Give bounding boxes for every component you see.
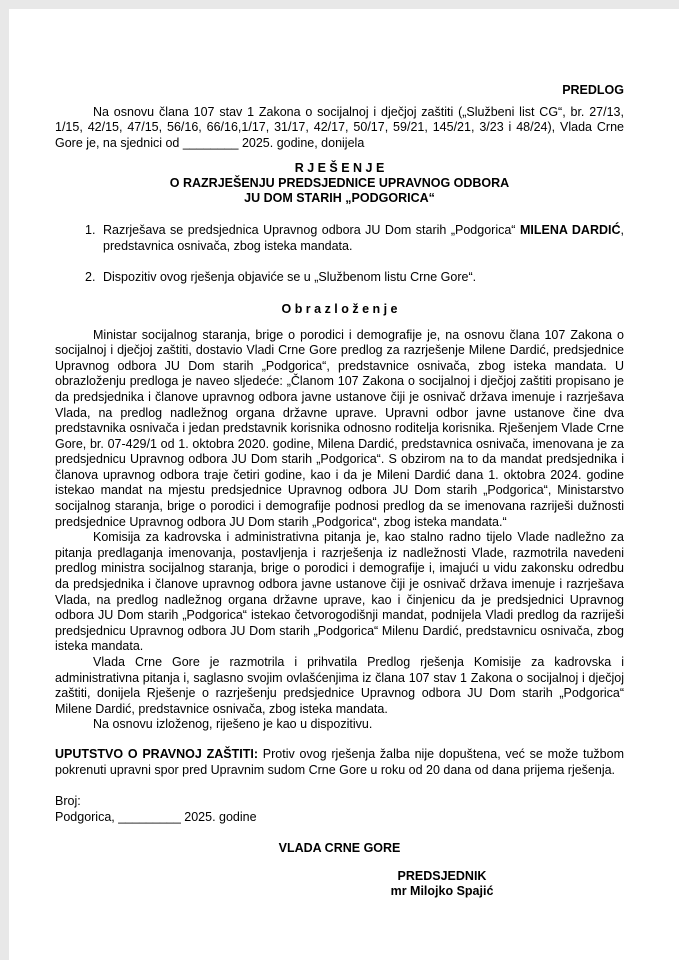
title-line-1: R J E Š E N J E [294,161,385,176]
explanation-paragraph-1: Ministar socijalnog staranja, brige o porodici i demografije je, na osnovu člana 107 Zakona o socijalnoj i dječjoj zaštiti, dostavio Vladi Crne Gore predlog za razrješenje Milene Dardić, predsjednice Upravnog odbora JU Dom starih „Podgorica“, predstavnice osnivača, zbog isteka mandata. U obrazloženju predloga je naveo sljedeće: „Članom 107 Zakona o socijalnoj i dječjoj zaštiti propisano je da predsjednika i članove upravnog odbora javne ustanove čiji je osnivač država imenuje i razrješava Vlada, na predlog nadležnog organa državne uprave. Upravni odbor javne ustanove čine dva predstavnika osnivača i jedan predstavnik korisnika odnosno roditelja korisnika. Rješenjem Vlade Crne Gore, br. 07-429/1 od 1. oktobra 2020. godine, Milena Dardić, predstavnica osnivača, imenovana je za predsjednicu Upravnog odbora JU Dom starih „Podgorica“. S obzirom na to da mandat predsjednika i članova upravnog odbora traje četiri godine, kao i da je Mileni Dardić dana 1. oktobra 2024. godine istekao mandat na mjestu predsjednice Upravnog odbora JU Dom starih „Podgorica“, Ministarstvo socijalnog staranja, brige o porodici i demografije podnosi predlog da se imenovana razriješi dužnosti predsjednice Upravnog odbora JU Dom starih „Podgorica“, zbog isteka mandata.“ [55,327,624,529]
explanation-paragraph-3: Vlada Crne Gore je razmotrila i prihvatila Predlog rješenja Komisije za kadrovska i administrativna pitanja i, saglasno svojim ovlašćenjima iz člana 107 stav 1 Zakona o socijalnoj i dječjoj zaštiti, donijela Rješenje o razrješenju predsjednice Upravnog odbora JU Dom starih „Podgorica“ Milene Dardić, predstavnice osnivača, zbog isteka mandata. [55,655,624,716]
document-title [55,161,624,205]
title-line-2: O RAZRJEŠENJU PREDSJEDNICE UPRAVNOG ODBORA [169,175,510,190]
item-text-pre: Razrješava se predsjednica Upravnog odbora JU Dom starih „Podgorica“ [103,223,520,238]
title-line-3: JU DOM STARIH „PODGORICA“ [244,190,435,205]
legal-notice-paragraph [55,747,624,778]
org-name: VLADA CRNE GORE [278,841,401,856]
document-page [9,9,679,960]
explanation-paragraph-2: Komisija za kadrovska i administrativna pitanja je, kao stalno radno tijelo Vlade nadležno za pitanja predlaganja imenovanja, postavljenja i razrješenja iz nadležnosti Vlade, razmotrila navedeni predlog ministra socijalnog staranja, brige o porodici i demografije i, imajući u vidu zakonsku odredbu da predsjednika i članove upravnog odbora javne ustanove čiji je osnivač država imenuje i razrješava Vlada, na predlog nadležnog organa državne uprave, kao i činjenicu da je predsjednici Upravnog odbora JU Dom starih „Podgorica“ istekao četvorogodišnji mandat, podnijela Vladi predlog da razriješi predsjednicu Upravnog odbora JU Dom starih „Podgorica“ Milenu Dardić, predstavnicu osnivača, zbog isteka mandata. [55,530,624,654]
signature-block [260,869,624,899]
item-number: 2. [85,270,96,285]
item-text [103,223,624,254]
decision-list [55,223,624,286]
predlog-label: PREDLOG [562,83,624,97]
item-text-post: , predstavnica osnivača, zbog isteka mandata. [103,223,624,253]
item-text-pre: Dispozitiv ovog rješenja objaviće se u „Službenom listu Crne Gore“. [103,270,477,285]
place-date-line: Podgorica, _________ 2025. godine [55,809,257,824]
list-item [55,270,624,286]
explanation-heading: O b r a z l o ž e n j e [281,301,398,316]
signer-name: mr Milojko Spajić [390,883,494,898]
item-text-bold: MILENA DARDIĆ [519,223,621,238]
intro-paragraph: Na osnovu člana 107 stav 1 Zakona o socijalnoj i dječjoj zaštiti („Službeni list CG“, br. 27/13, 1/15, 42/15, 47/15, 56/16, 66/16,1/17, 31/17, 42/17, 50/17, 59/21, 145/21, 3/23 i 48/24), Vlada Crne Gore je, na sjednici od ________ 2025. godine, donijela [55,104,624,150]
legal-notice-label: UPUTSTVO O PRAVNOJ ZAŠTITI: [55,746,258,761]
signer-title: PREDSJEDNIK [397,868,487,883]
explanation-paragraph-4: Na osnovu izloženog, riješeno je kao u dispozitivu. [93,717,373,732]
legal-notice-text: Protiv ovog rješenja žalba nije dopuštena, već se može tužbom pokrenuti upravni spor pred Upravnim sudom Crne Gore u roku od 20 dana od dana prijema rješenja. [55,746,624,777]
list-item [55,223,624,254]
item-number: 1. [85,223,96,238]
item-text [103,270,624,286]
footer-block [55,794,624,825]
broj-label: Broj: [55,794,81,809]
